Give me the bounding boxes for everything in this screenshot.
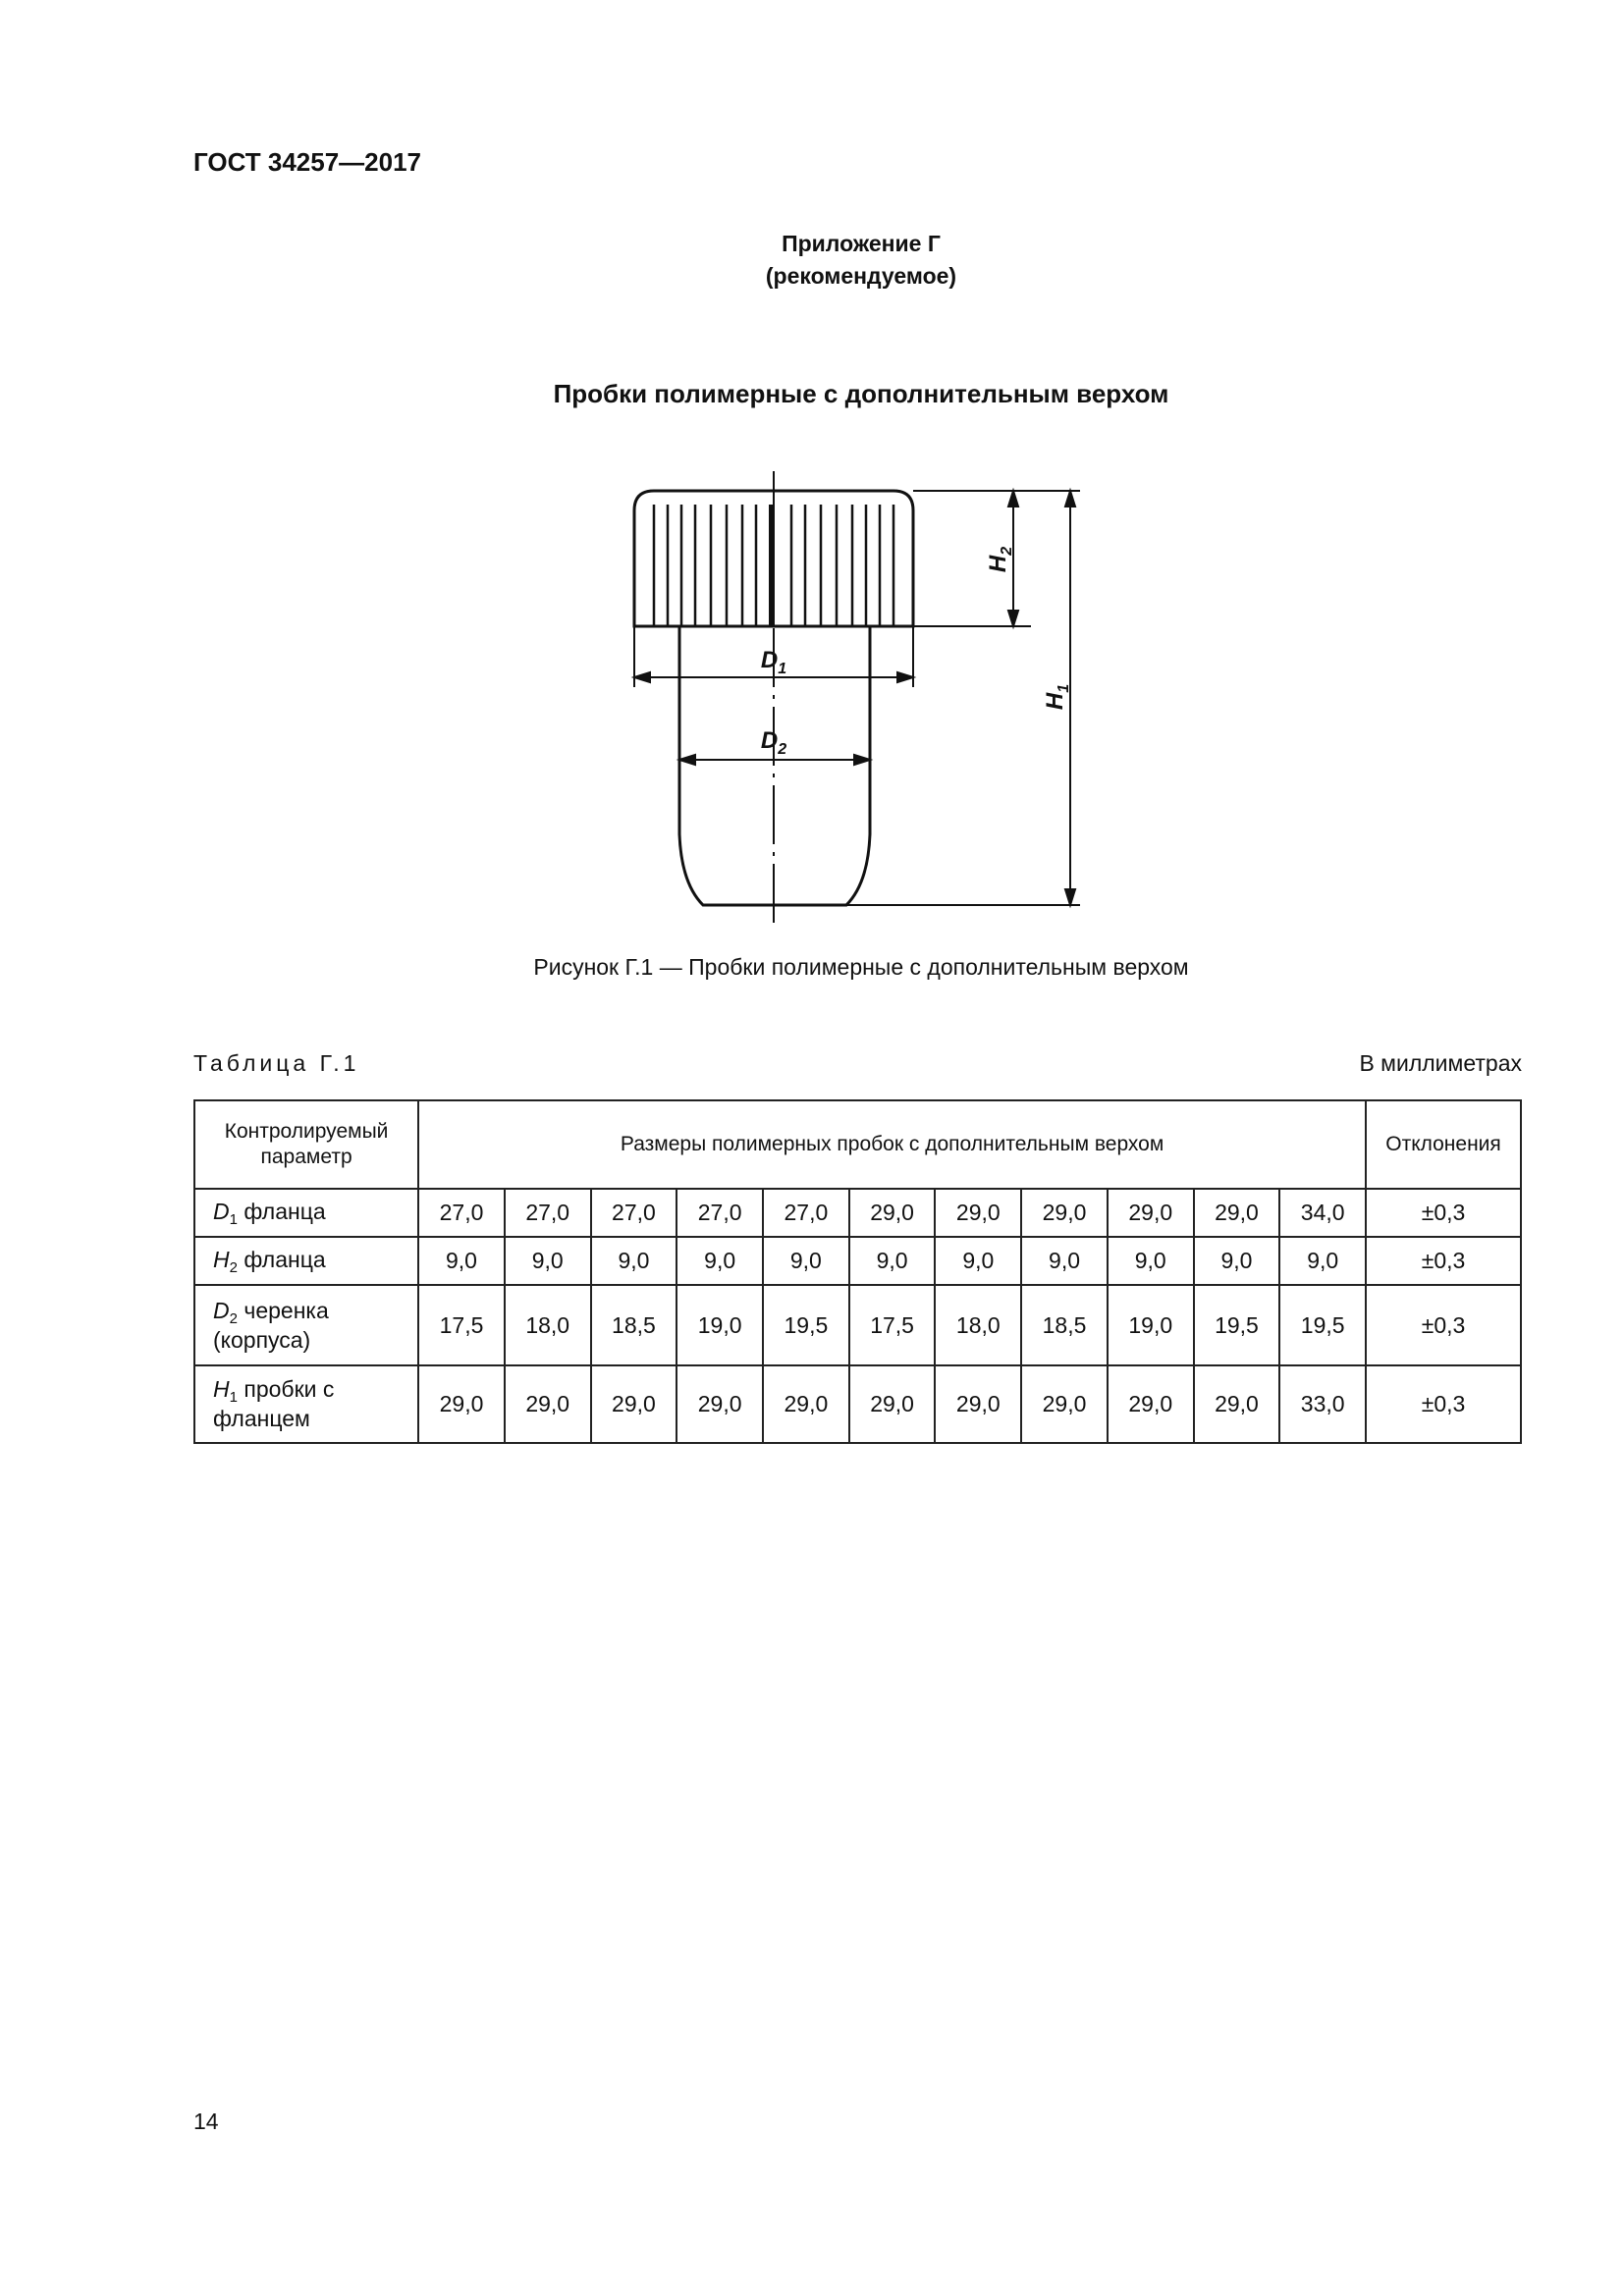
header-deviation: Отклонения <box>1366 1100 1521 1189</box>
table-cell: 27,0 <box>763 1189 849 1237</box>
table-cell: 29,0 <box>591 1365 677 1443</box>
section-title: Пробки полимерные с дополнительным верхом <box>553 379 1169 408</box>
table-cell: 29,0 <box>1194 1189 1280 1237</box>
table-cell: 29,0 <box>1021 1365 1108 1443</box>
param-subscript: 1 <box>229 1210 238 1228</box>
table-cell: 29,0 <box>505 1365 591 1443</box>
table-cell: 9,0 <box>1108 1237 1194 1285</box>
table-header-row <box>194 1100 1521 1189</box>
table-cell: 29,0 <box>1108 1189 1194 1237</box>
param-name: фланца <box>237 1246 326 1272</box>
param-name: фланца <box>237 1198 326 1224</box>
param-name: черенка (корпуса) <box>213 1297 329 1353</box>
table-cell: 9,0 <box>591 1237 677 1285</box>
param-symbol: H <box>213 1376 230 1402</box>
table-cell: 34,0 <box>1279 1189 1366 1237</box>
param-symbol: D <box>213 1297 230 1323</box>
table-cell: 9,0 <box>1279 1237 1366 1285</box>
param-symbol: H <box>213 1246 230 1272</box>
figure-caption: Рисунок Г.1 — Пробки полимерные с дополнительным верхом <box>533 954 1189 980</box>
param-subscript: 1 <box>229 1389 238 1406</box>
table-cell: 19,5 <box>1194 1285 1280 1365</box>
h2-label: $H_2$ <box>985 546 1015 573</box>
page-number: 14 <box>193 2109 219 2134</box>
table-cell: 9,0 <box>418 1237 505 1285</box>
appendix-title: Приложение Г <box>782 231 941 256</box>
table-cell: 29,0 <box>1108 1365 1194 1443</box>
table-cell: 17,5 <box>849 1285 936 1365</box>
appendix-heading <box>0 228 1624 293</box>
table-units: В миллиметрах <box>1359 1050 1522 1076</box>
header-param: Контролируемый параметр <box>194 1100 418 1189</box>
table-cell: 29,0 <box>935 1189 1021 1237</box>
table-row <box>194 1285 1521 1365</box>
table-row <box>194 1189 1521 1237</box>
row-deviation: ±0,3 <box>1366 1237 1521 1285</box>
table-cell: 29,0 <box>677 1365 763 1443</box>
table-cell: 18,0 <box>505 1285 591 1365</box>
table-cell: 27,0 <box>505 1189 591 1237</box>
table-cell: 9,0 <box>677 1237 763 1285</box>
row-parameter <box>194 1237 418 1285</box>
table-cell: 33,0 <box>1279 1365 1366 1443</box>
row-parameter <box>194 1365 418 1443</box>
table-cell: 29,0 <box>418 1365 505 1443</box>
row-parameter <box>194 1285 418 1365</box>
table-cell: 19,5 <box>763 1285 849 1365</box>
h1-label: $H_1$ <box>1042 683 1072 711</box>
table-body <box>194 1189 1521 1443</box>
table-cell: 9,0 <box>935 1237 1021 1285</box>
table-cell: 29,0 <box>763 1365 849 1443</box>
appendix-status: (рекомендуемое) <box>765 263 957 289</box>
param-symbol: D <box>213 1198 230 1224</box>
row-parameter <box>194 1189 418 1237</box>
row-deviation: ±0,3 <box>1366 1189 1521 1237</box>
table-cell: 18,0 <box>935 1285 1021 1365</box>
table-cell: 9,0 <box>505 1237 591 1285</box>
table-cell: 29,0 <box>935 1365 1021 1443</box>
row-deviation: ±0,3 <box>1366 1365 1521 1443</box>
table-cell: 19,0 <box>677 1285 763 1365</box>
table-cell: 18,5 <box>591 1285 677 1365</box>
document-header: ГОСТ 34257—2017 <box>193 147 421 177</box>
table-cell: 9,0 <box>849 1237 936 1285</box>
param-subscript: 2 <box>229 1309 238 1327</box>
header-sizes: Размеры полимерных пробок с дополнительным верхом <box>418 1100 1366 1189</box>
table-cell: 19,0 <box>1108 1285 1194 1365</box>
table-row <box>194 1237 1521 1285</box>
table-cell: 29,0 <box>1021 1189 1108 1237</box>
table-row <box>194 1365 1521 1443</box>
d2-label: $D_2$ <box>760 727 787 758</box>
d1-label: $D_1$ <box>760 647 787 677</box>
row-deviation: ±0,3 <box>1366 1285 1521 1365</box>
table-cell: 9,0 <box>763 1237 849 1285</box>
table-cell: 19,5 <box>1279 1285 1366 1365</box>
dimensions-table <box>193 1099 1522 1444</box>
table-cell: 18,5 <box>1021 1285 1108 1365</box>
h2-dimension <box>913 491 1031 626</box>
table-cell: 29,0 <box>849 1189 936 1237</box>
table-cell: 9,0 <box>1021 1237 1108 1285</box>
param-name: пробки с фланцем <box>213 1376 335 1431</box>
param-subscript: 2 <box>229 1258 238 1276</box>
table-cell: 27,0 <box>591 1189 677 1237</box>
table-cell: 29,0 <box>1194 1365 1280 1443</box>
table-cell: 27,0 <box>677 1189 763 1237</box>
table-cell: 9,0 <box>1194 1237 1280 1285</box>
table-label: Таблица Г.1 <box>193 1050 360 1076</box>
stopper-drawing <box>609 461 1119 923</box>
table-cell: 27,0 <box>418 1189 505 1237</box>
table-cell: 29,0 <box>849 1365 936 1443</box>
table-cell: 17,5 <box>418 1285 505 1365</box>
